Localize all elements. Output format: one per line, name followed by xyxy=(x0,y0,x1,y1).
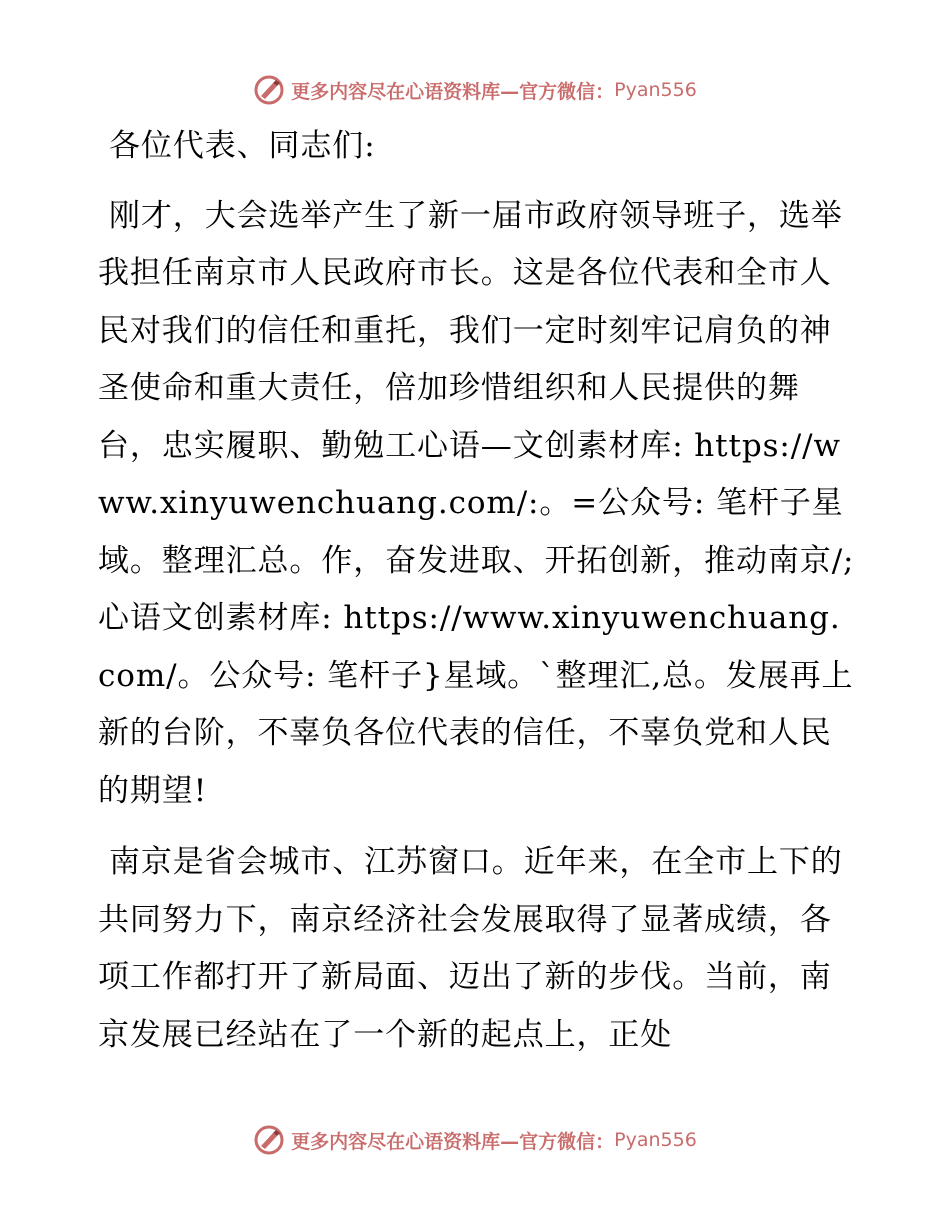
header-watermark-banner xyxy=(0,72,950,108)
document-body xyxy=(98,118,858,1078)
body-paragraph: 刚才，大会选举产生了新一届市政府领导班子，选举我担任南京市人民政府市长。这是各位代表和全市人民对我们的信任和重托，我们一定时刻牢记肩负的神圣使命和重大责任，倍加珍惜组织和人民提供的舞台，忠实履职、勤勉工心语—文创素材库: https://www.xinyuwenchuang.com/:。=公众号: 笔杆子星域。整理汇总。作，奋发进取、开拓创新，推动南京/;心语文创素材库: https://www.xinyuwenchuang.com/。公众号: 笔杆子}星域。`整理汇,总。发展再上新的台阶，不辜负各位代表的信任，不辜负党和人民的期望! xyxy=(98,197,855,809)
pen-logo-icon xyxy=(253,1124,285,1156)
banner-text: 更多内容尽在心语资料库—官方微信： xyxy=(291,1130,615,1153)
body-paragraph: 南京是省会城市、江苏窗口。近年来，在全市上下的共同努力下，南京经济社会发展取得了显著成绩，各项工作都打开了新局面、迈出了新的步伐。当前，南京发展已经站在了一个新的起点上，正处 xyxy=(98,844,843,1053)
wechat-id: Pyan556 xyxy=(614,79,697,101)
wechat-id: Pyan556 xyxy=(614,1129,697,1151)
pen-logo-icon xyxy=(253,74,285,106)
greeting-paragraph: 各位代表、同志们: xyxy=(109,128,376,164)
footer-watermark-banner xyxy=(0,1122,950,1158)
banner-text: 更多内容尽在心语资料库—官方微信： xyxy=(291,80,615,103)
